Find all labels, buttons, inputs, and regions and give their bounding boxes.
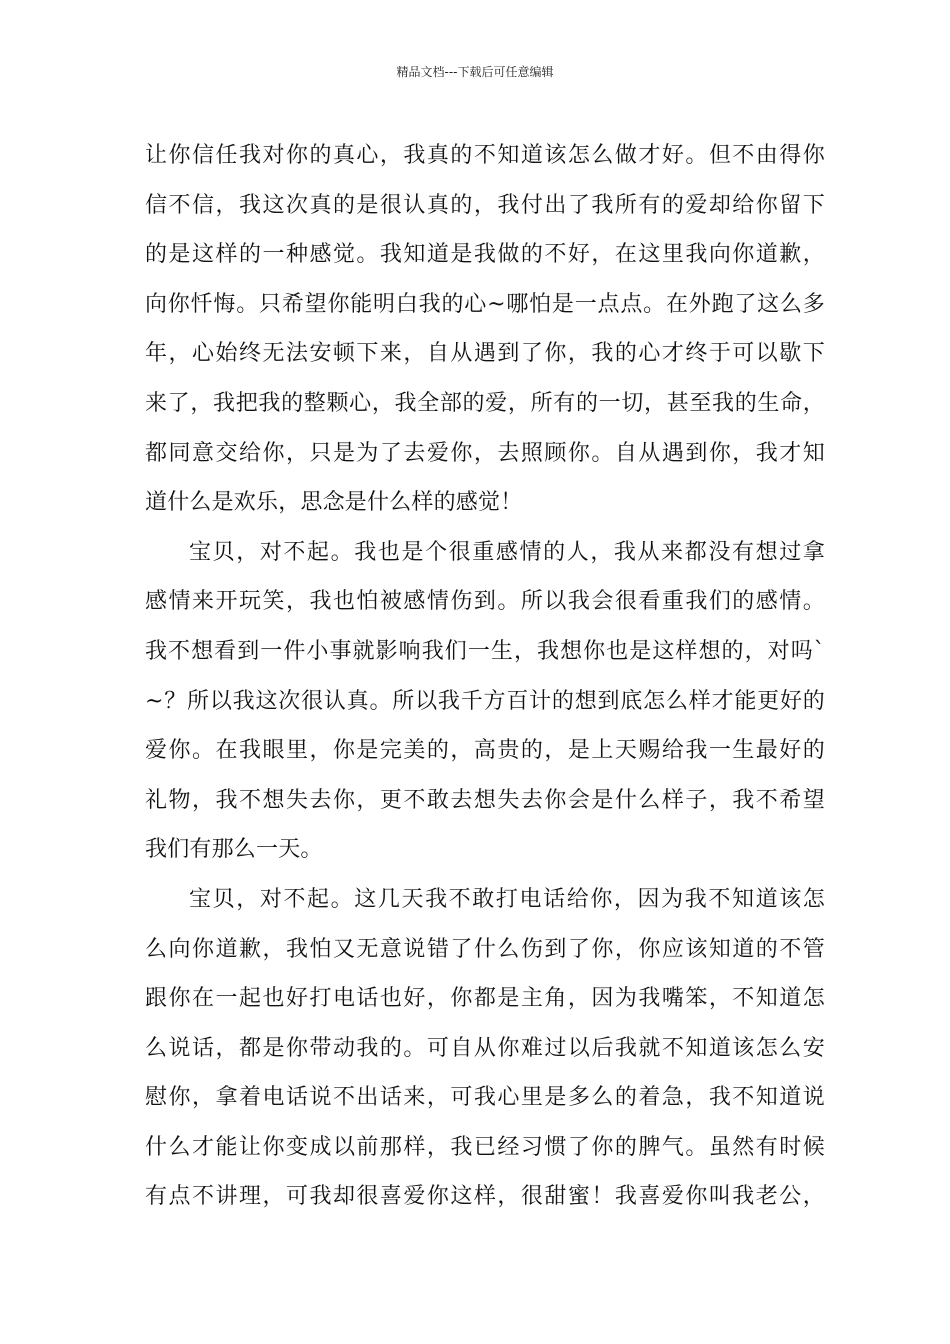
page-header: 精品文档---下载后可任意编辑 [396, 65, 554, 79]
text-line: 宝贝，对不起。我也是个很重感情的人，我从来都没有想过拿 [189, 539, 825, 565]
document-body [145, 131, 825, 1222]
text-line: 我不想看到一件小事就影响我们一生，我想你也是这样想的，对吗` [145, 638, 825, 664]
text-line: 么说话，都是你带动我的。可自从你难过以后我就不知道该怎么安 [145, 1035, 825, 1061]
text-line: 什么才能让你变成以前那样，我已经习惯了你的脾气。虽然有时候 [145, 1134, 825, 1160]
text-line: 年，心始终无法安顿下来，自从遇到了你，我的心才终于可以歇下 [145, 341, 825, 367]
text-line: 感情来开玩笑，我也怕被感情伤到。所以我会很看重我们的感情。 [145, 589, 825, 615]
text-line: 来了，我把我的整颗心，我全部的爱，所有的一切，甚至我的生命， [145, 390, 825, 416]
text-line: 爱你。在我眼里，你是完美的，高贵的，是上天赐给我一生最好的 [145, 738, 825, 764]
text-line: 宝贝，对不起。这几天我不敢打电话给你，因为我不知道该怎 [189, 886, 825, 912]
text-line: 我们有那么一天。 [145, 837, 323, 863]
text-line: 跟你在一起也好打电话也好，你都是主角，因为我嘴笨，不知道怎 [145, 986, 825, 1012]
text-line: ~？所以我这次很认真。所以我千方百计的想到底怎么样才能更好的 [145, 688, 825, 714]
text-line: 向你忏悔。只希望你能明白我的心~哪怕是一点点。在外跑了这么多 [145, 291, 825, 317]
text-line: 道什么是欢乐，思念是什么样的感觉！ [145, 490, 523, 516]
text-line: 信不信，我这次真的是很认真的，我付出了我所有的爱却给你留下 [145, 192, 825, 218]
text-line: 么向你道歉，我怕又无意说错了什么伤到了你，你应该知道的不管 [145, 936, 825, 962]
paragraph-2 [145, 528, 825, 875]
text-line: 让你信任我对你的真心，我真的不知道该怎么做才好。但不由得你 [145, 143, 825, 168]
paragraph-1 [145, 131, 825, 528]
paragraph-3 [145, 875, 825, 1222]
text-line: 慰你，拿着电话说不出话来，可我心里是多么的着急，我不知道说 [145, 1085, 825, 1111]
text-line: 的是这样的一种感觉。我知道是我做的不好，在这里我向你道歉， [145, 242, 825, 268]
text-line: 礼物，我不想失去你，更不敢去想失去你会是什么样子，我不希望 [145, 787, 825, 813]
text-line: 都同意交给你，只是为了去爱你，去照顾你。自从遇到你，我才知 [145, 440, 825, 466]
text-line: 有点不讲理，可我却很喜爱你这样，很甜蜜！我喜爱你叫我老公， [145, 1184, 825, 1210]
